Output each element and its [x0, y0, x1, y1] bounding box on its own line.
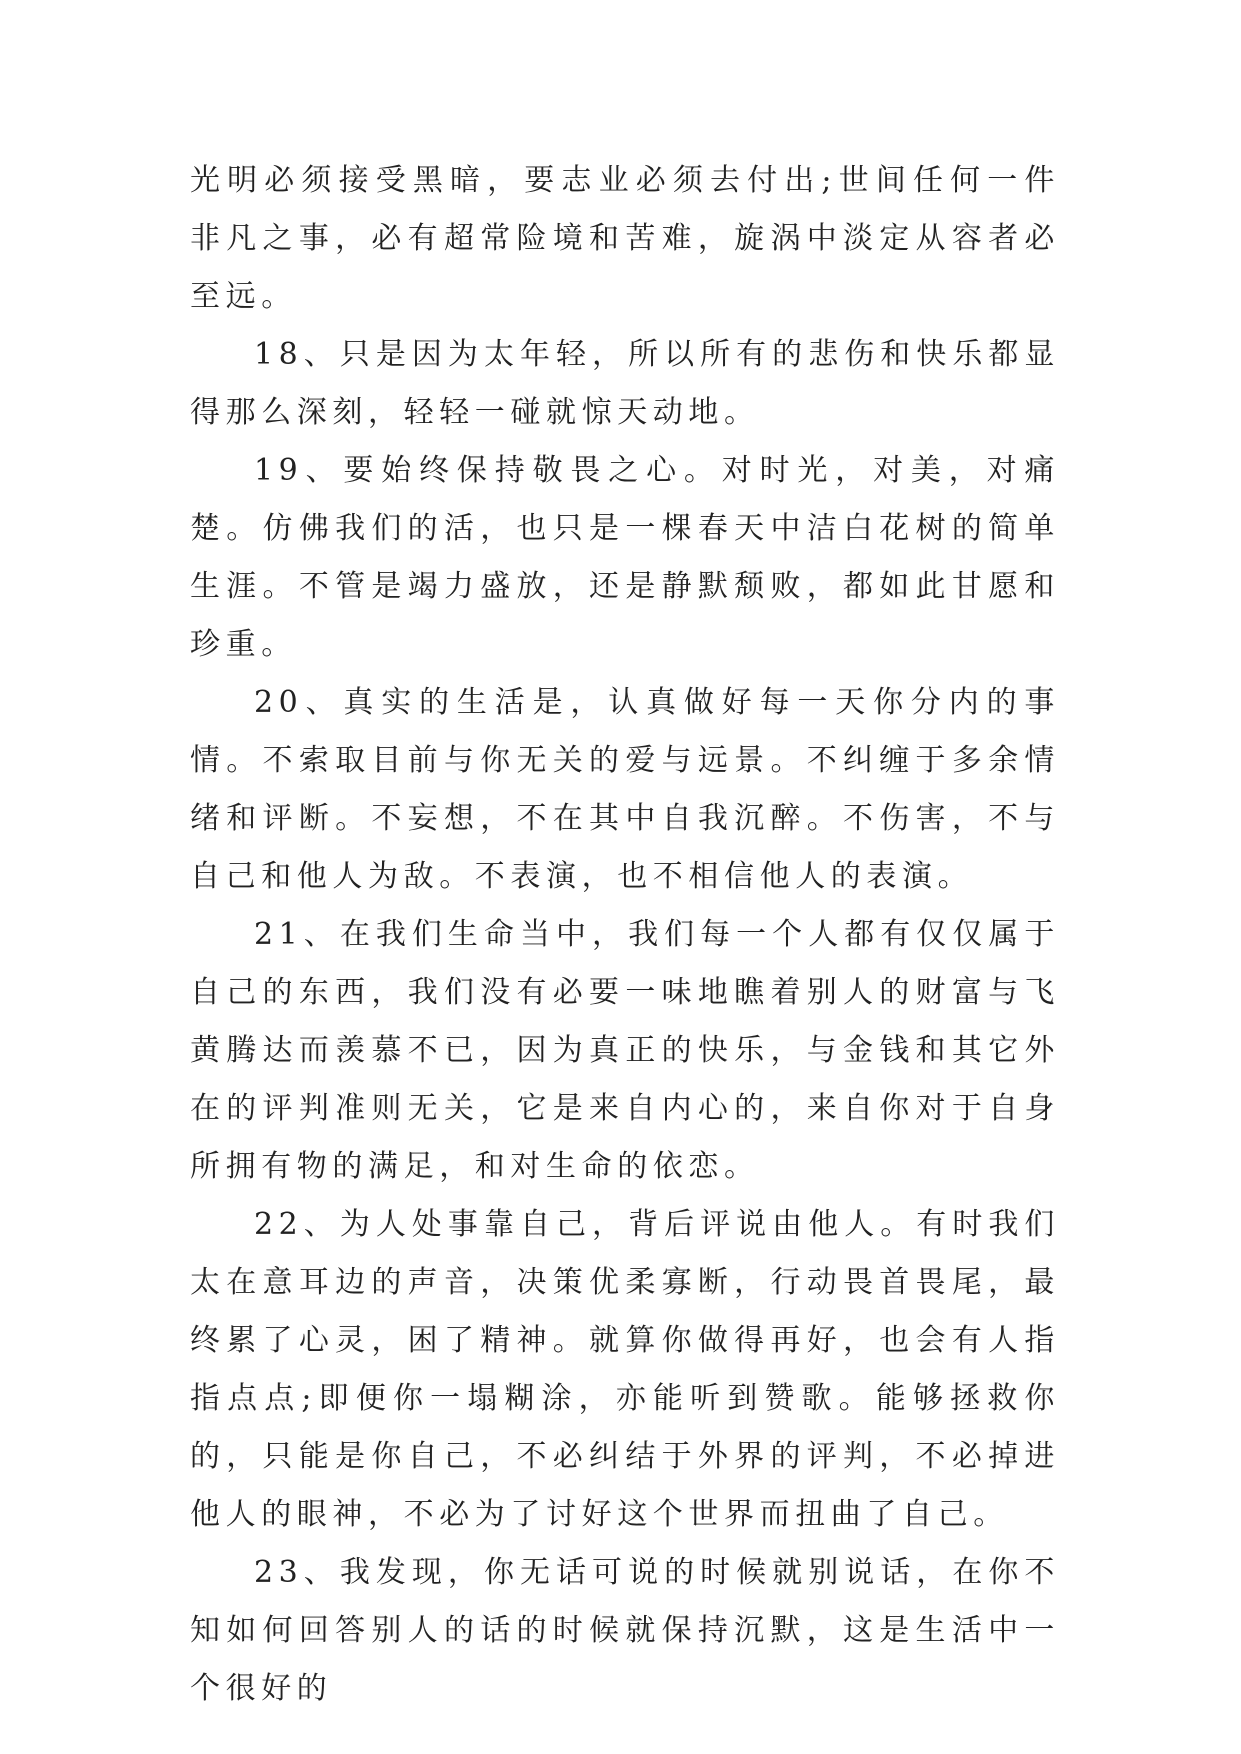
paragraph-20: 20、真实的生活是，认真做好每一天你分内的事情。不索取目前与你无关的爱与远景。不纠缠于多余情绪和评断。不妄想，不在其中自我沉醉。不伤害，不与自己和他人为敌。不表演，也不相信他人的表演。	[190, 685, 1060, 894]
paragraph-21: 21、在我们生命当中，我们每一个人都有仅仅属于自己的东西，我们没有必要一味地瞧着别人的财富与飞黄腾达而羡慕不已，因为真正的快乐，与金钱和其它外在的评判准则无关，它是来自内心的，来自你对于自身所拥有物的满足，和对生命的依恋。	[190, 917, 1060, 1184]
paragraph-19: 19、要始终保持敬畏之心。对时光，对美，对痛楚。仿佛我们的活，也只是一棵春天中洁白花树的简单生涯。不管是竭力盛放，还是静默颓败，都如此甘愿和珍重。	[190, 453, 1060, 662]
paragraph-continued: 光明必须接受黑暗，要志业必须去付出;世间任何一件非凡之事，必有超常险境和苦难，旋涡中淡定从容者必至远。	[190, 163, 1060, 314]
paragraph-23: 23、我发现，你无话可说的时候就别说话，在你不知如何回答别人的话的时候就保持沉默，这是生活中一个很好的	[190, 1555, 1060, 1706]
paragraph-18: 18、只是因为太年轻，所以所有的悲伤和快乐都显得那么深刻，轻轻一碰就惊天动地。	[190, 337, 1060, 430]
paragraph-22: 22、为人处事靠自己，背后评说由他人。有时我们太在意耳边的声音，决策优柔寡断，行动畏首畏尾，最终累了心灵，困了精神。就算你做得再好，也会有人指指点点;即便你一塌糊涂，亦能听到赞歌。能够拯救你的，只能是你自己，不必纠结于外界的评判，不必掉进他人的眼神，不必为了讨好这个世界而扭曲了自己。	[190, 1207, 1060, 1532]
document-body	[190, 152, 1060, 1718]
